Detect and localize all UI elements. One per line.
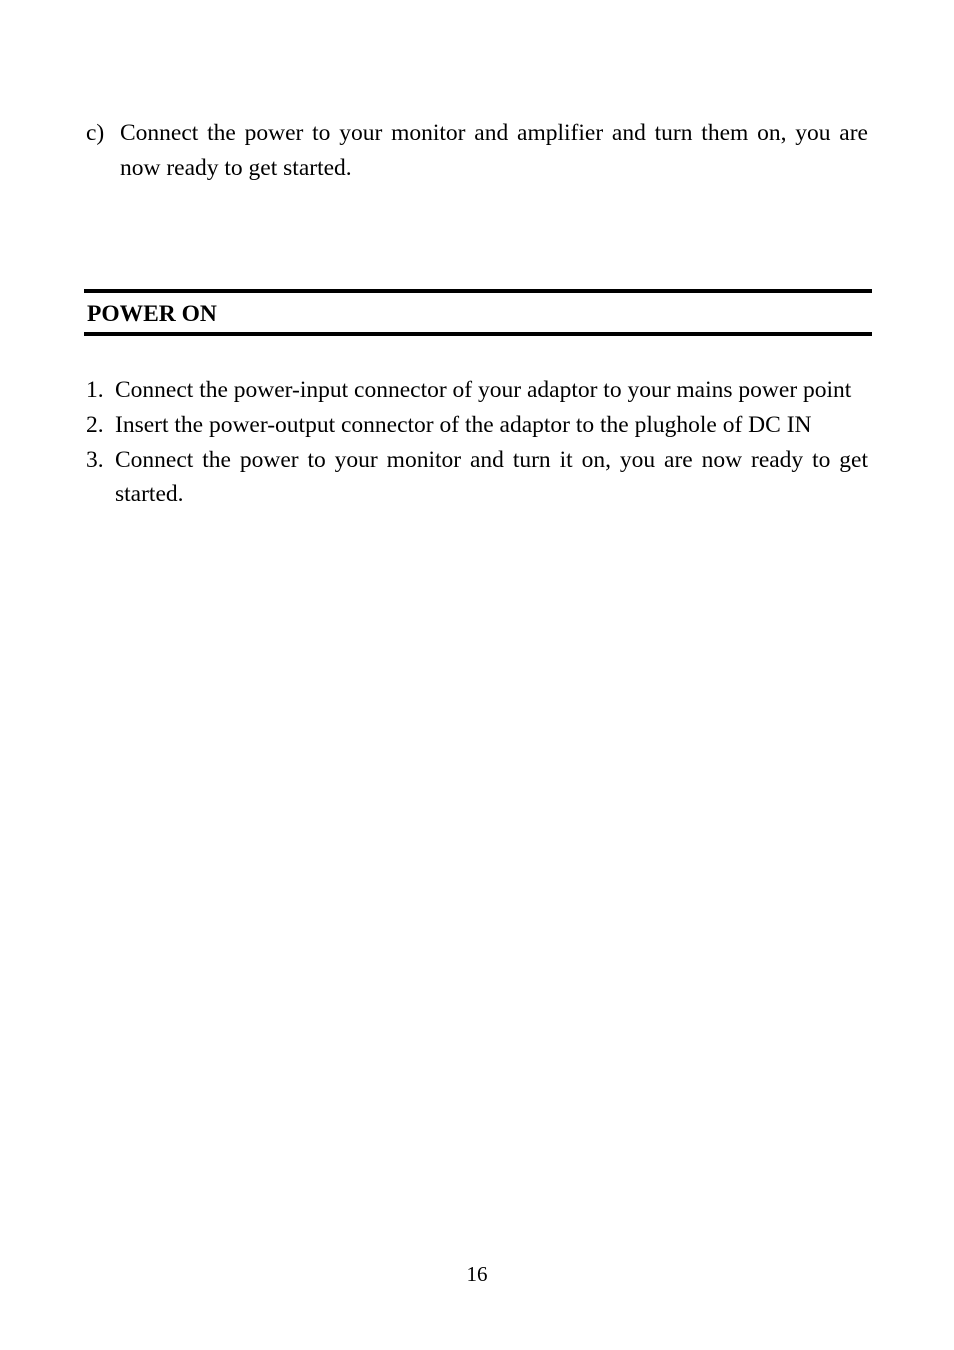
item-text: Connect the power to your monitor and amplifier and turn them on, you are now ready to get started.	[120, 120, 868, 181]
power-on-steps-list	[86, 373, 868, 512]
section-top-rule	[84, 289, 872, 293]
step-number: 1.	[86, 377, 104, 403]
page-number: 16	[466, 1262, 488, 1286]
step-text: Connect the power-input connector of your adaptor to your mains power point	[115, 377, 852, 403]
item-marker: c)	[86, 120, 105, 146]
step-text: Insert the power-output connector of the adaptor to the plughole of DC IN	[115, 411, 812, 438]
step-text: Connect the power to your monitor and turn it on, you are now ready to get started.	[115, 446, 868, 508]
step-number: 2.	[86, 411, 104, 438]
section-heading-power-on: POWER ON	[87, 301, 217, 327]
step-item	[86, 443, 868, 513]
step-item	[86, 373, 868, 408]
step-number: 3.	[86, 446, 104, 473]
lettered-item-c	[86, 116, 868, 186]
step-item	[86, 408, 868, 443]
section-bottom-rule	[84, 332, 872, 336]
